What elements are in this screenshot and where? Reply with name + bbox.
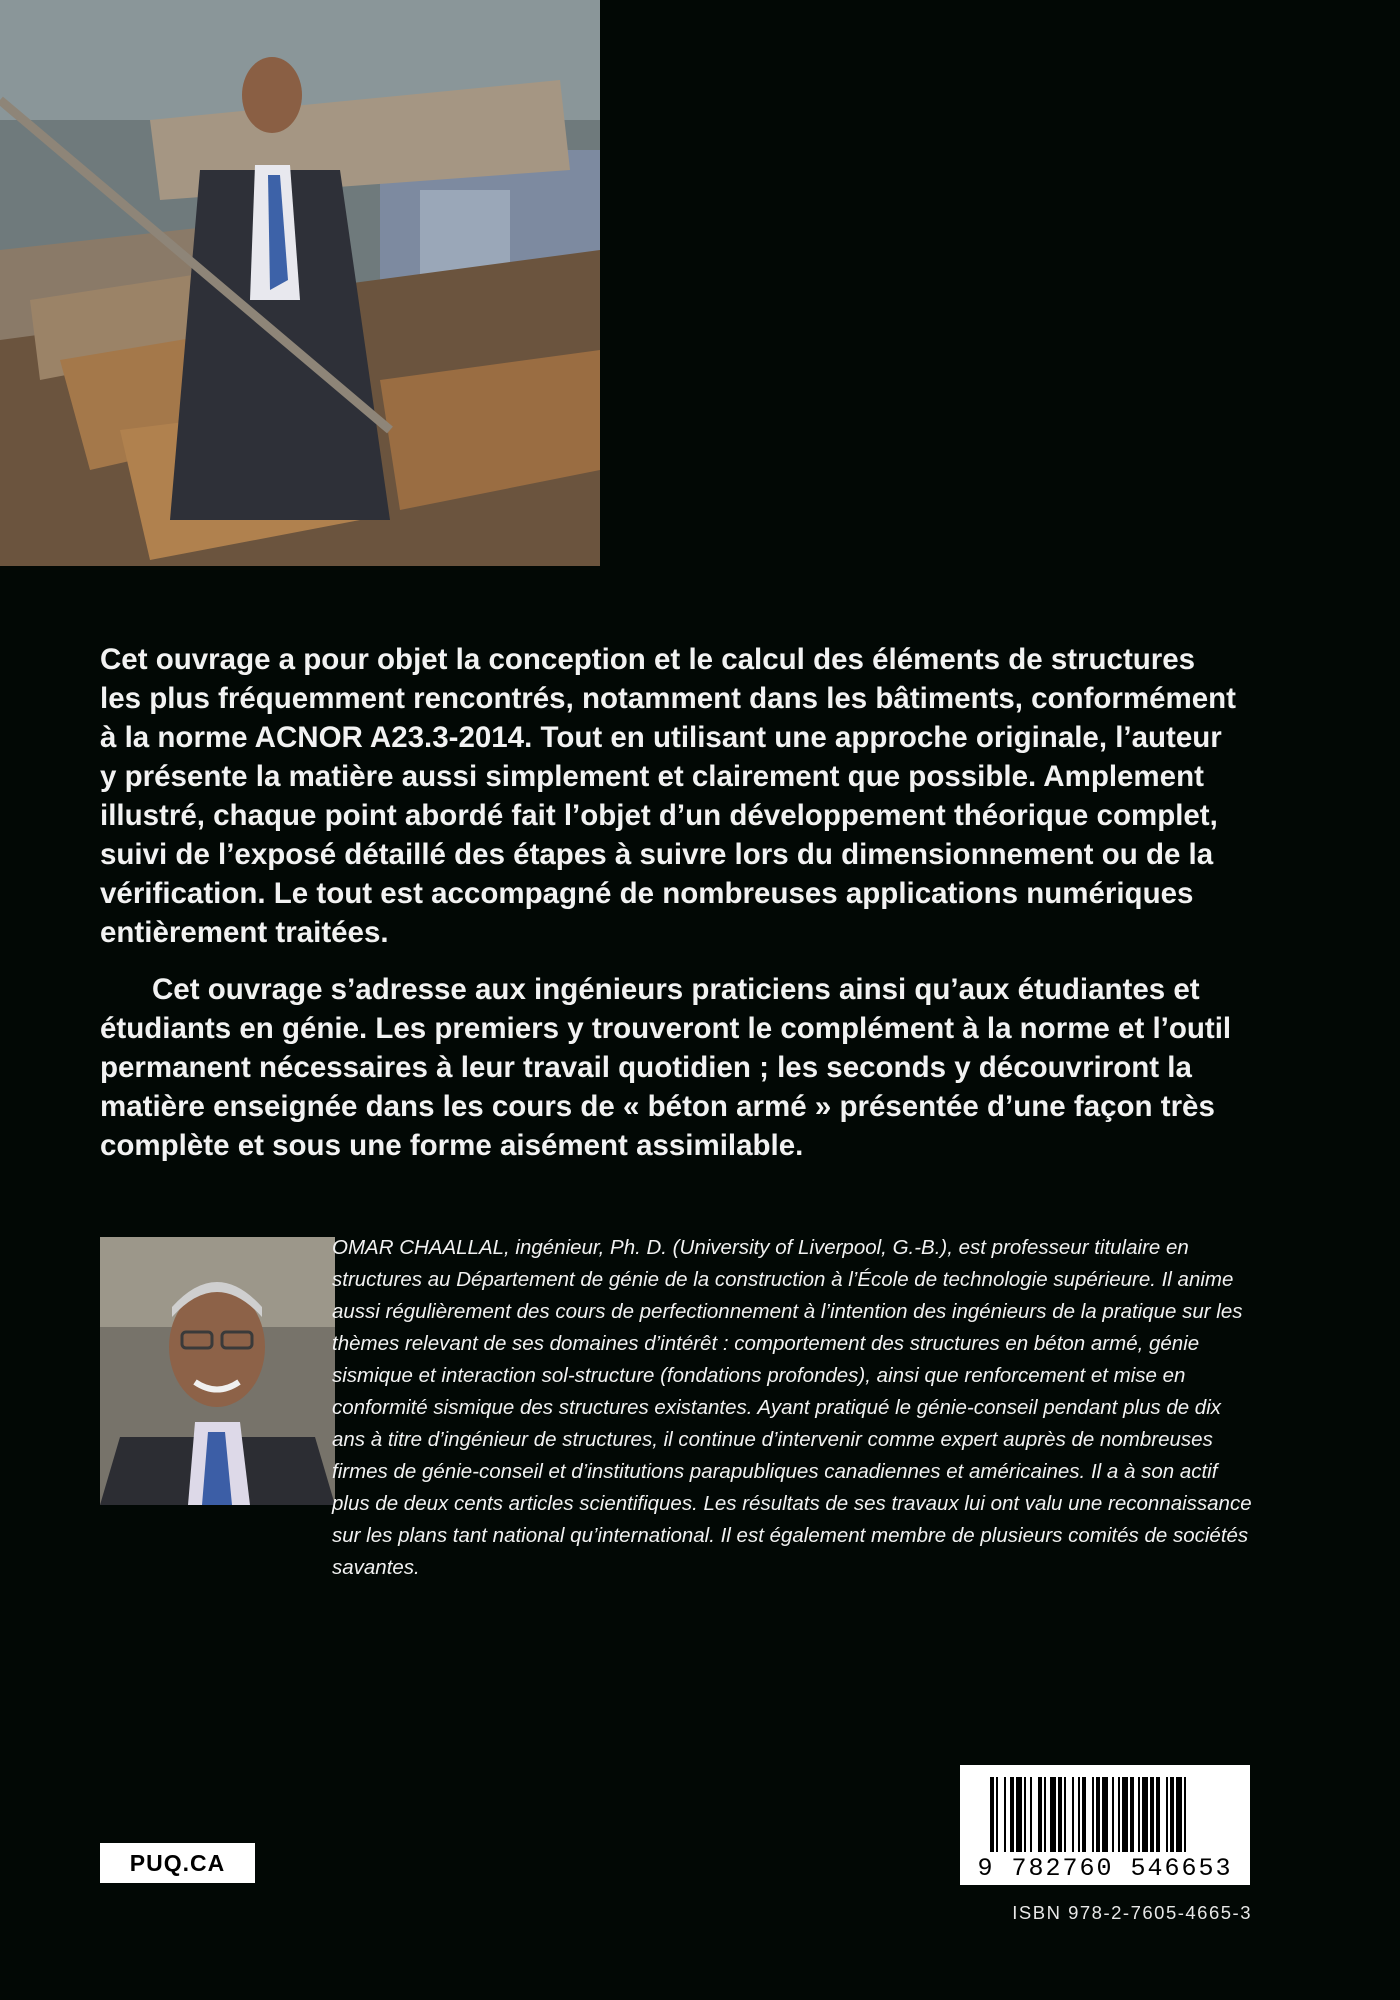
barcode-digits: 9 782760 546653	[977, 1854, 1233, 1883]
barcode-bar	[1082, 1777, 1086, 1852]
barcode-bar	[1072, 1777, 1074, 1852]
barcode-bar	[1058, 1777, 1062, 1852]
barcode-bar	[1112, 1777, 1114, 1852]
barcode-bar	[1078, 1777, 1080, 1852]
summary-paragraph-2: Cet ouvrage s’adresse aux ingénieurs praticiens ainsi qu’aux étudiantes et étudiants en génie. Les premiers y trouveront le complément à la norme et l’outil permanent nécessaires à leur travail quotidien ; les seconds y découvriront la matière enseignée dans les cours de « béton armé » présentée d’une façon très complète et sous une forme aisément assimilable.	[100, 973, 1232, 1162]
barcode-bar	[1064, 1777, 1066, 1852]
barcode-bar	[1176, 1777, 1182, 1852]
barcode-bar	[1142, 1777, 1148, 1852]
barcode-bar	[1004, 1777, 1006, 1852]
summary-paragraph-1: Cet ouvrage a pour objet la conception et le calcul des éléments de structures les plus fréquemment rencontrés, notamment dans les bâtiments, conformément à la norme ACNOR A23.3-2014. Tout en utilisant une approche originale, l’auteur y présente la matière aussi simplement et clairement que possible. Amplement illustré, chaque point abordé fait l’objet d’un développement théorique complet, suivi de l’exposé détaillé des étapes à suivre lors du dimensionnement ou de la vérification. Le tout est accompagné de nombreuses applications numériques entièrement traitées.	[100, 643, 1237, 949]
barcode-bar	[1030, 1777, 1032, 1852]
isbn-number: ISBN 978-2-7605-4665-3	[1012, 1902, 1252, 1923]
barcode-bar	[1102, 1777, 1108, 1852]
barcode-bar	[1138, 1777, 1140, 1852]
barcode-bar	[1016, 1777, 1022, 1852]
barcode-bar	[1150, 1777, 1154, 1852]
barcode-bar	[1024, 1777, 1026, 1852]
barcode-bar	[1118, 1777, 1120, 1852]
barcode-bar	[1166, 1777, 1168, 1852]
barcode-bar	[1184, 1777, 1186, 1852]
barcode-bar	[1038, 1777, 1042, 1852]
publisher-label: PUQ.CA	[100, 1843, 255, 1883]
barcode-bar	[1122, 1777, 1128, 1852]
author-biography: OMAR CHAALLAL, ingénieur, Ph. D. (University of Liverpool, G.-B.), est professeur titulaire en structures au Département de génie de la construction à l’École de technologie supérieure. Il anime aussi régulièrement des cours de perfectionnement à l’intention des ingénieurs de la pratique sur les thèmes relevant de ses domaines d’intérêt : comportement des structures en béton armé, génie sismique et interaction sol-structure (fondations profondes), ainsi que renforcement et mise en conformité sismique des structures existantes. Ayant pratiqué le génie-conseil pendant plus de dix ans à titre d’ingénieur de structures, il continue d’intervenir comme expert auprès de nombreuses firmes de génie-conseil et d’institutions parapubliques canadiennes et américaines. Il a à son actif plus de deux cents articles scientifiques. Les résultats de ses travaux lui ont valu une reconnaissance sur les plans tant national qu’international. Il est également membre de plusieurs comités de sociétés savantes.	[332, 1236, 1252, 1579]
barcode-bar	[1092, 1777, 1094, 1852]
author-portrait	[100, 1237, 335, 1505]
barcode-bar	[1130, 1777, 1134, 1852]
barcode-bar	[1170, 1777, 1174, 1852]
barcode-bar	[1010, 1777, 1014, 1852]
barcode-bar	[1096, 1777, 1100, 1852]
barcode-bar	[1050, 1777, 1056, 1852]
barcode-bar	[1044, 1777, 1046, 1852]
barcode-bar	[996, 1777, 998, 1852]
barcode-bar	[990, 1777, 994, 1852]
book-summary	[100, 640, 1240, 1165]
author-lab-photo	[0, 0, 600, 566]
isbn-barcode	[960, 1765, 1250, 1885]
barcode-bar	[1156, 1777, 1160, 1852]
